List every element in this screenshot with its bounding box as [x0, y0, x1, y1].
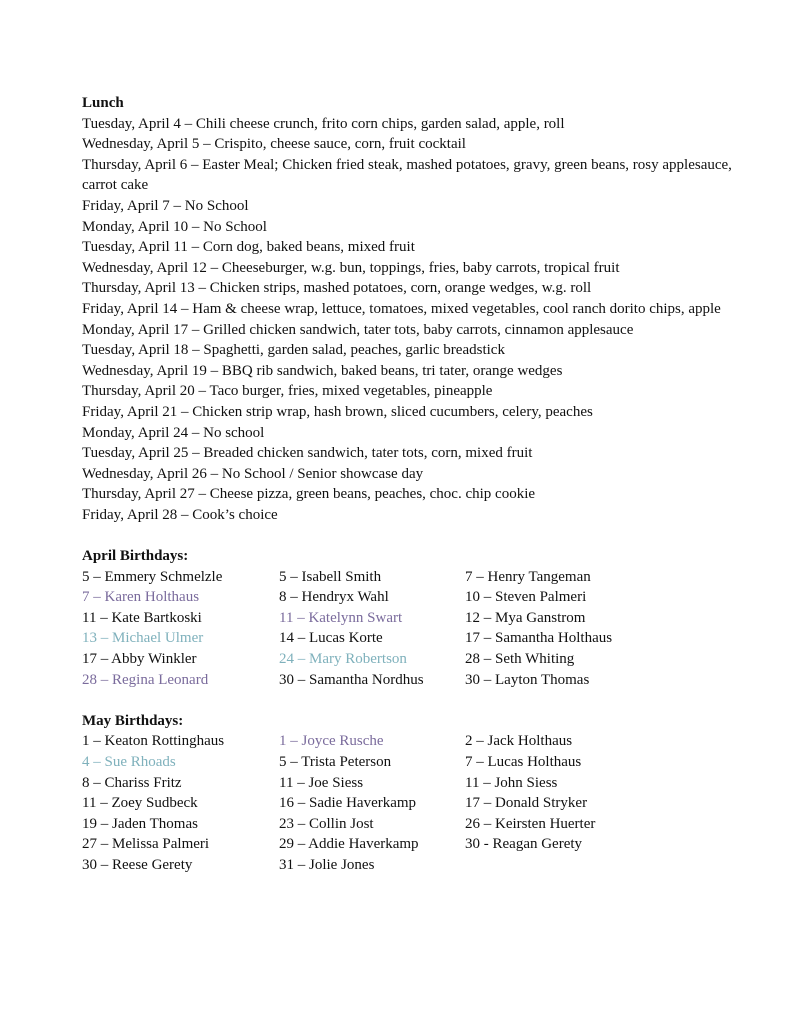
lunch-menu-item: Wednesday, April 12 – Cheeseburger, w.g. bun, toppings, fries, baby carrots, tropical fruit — [82, 259, 620, 276]
lunch-menu-item: Tuesday, April 4 – Chili cheese crunch, frito corn chips, garden salad, apple, roll — [82, 115, 565, 132]
may-birthdays-section — [82, 711, 762, 876]
lunch-menu-item: Monday, April 17 – Grilled chicken sandwich, tater tots, baby carrots, cinnamon applesauce — [82, 321, 634, 338]
lunch-section — [82, 93, 762, 525]
birthday-entry: 7 – Henry Tangeman — [465, 568, 591, 585]
birthday-entry: 10 – Steven Palmeri — [465, 589, 587, 606]
birthday-entry: 16 – Sadie Haverkamp — [279, 795, 417, 812]
birthday-entry: 11 – Zoey Sudbeck — [82, 795, 198, 812]
birthday-entry: 17 – Samantha Holthaus — [465, 630, 613, 647]
lunch-menu-item: Tuesday, April 11 – Corn dog, baked beans, mixed fruit — [82, 239, 415, 256]
birthday-entry: 30 – Samantha Nordhus — [279, 671, 424, 688]
birthday-entry: 24 – Mary Robertson — [279, 651, 407, 668]
lunch-menu-item: Monday, April 10 – No School — [82, 218, 267, 235]
birthday-entry: 30 – Reese Gerety — [82, 856, 193, 873]
april-birthdays-section — [82, 546, 762, 690]
lunch-menu-item: Friday, April 21 – Chicken strip wrap, hash brown, sliced cucumbers, celery, peaches — [82, 403, 593, 420]
birthday-entry: 23 – Collin Jost — [279, 815, 374, 832]
birthday-entry: 5 – Emmery Schmelzle — [82, 568, 223, 585]
birthday-entry: 7 – Lucas Holthaus — [465, 754, 582, 770]
birthday-entry: 11 – Kate Bartkoski — [82, 609, 202, 626]
document — [82, 93, 762, 876]
lunch-menu-item: Wednesday, April 5 – Crispito, cheese sauce, corn, fruit cocktail — [82, 136, 466, 153]
april-birthdays-heading: April Birthdays: — [82, 548, 189, 565]
birthday-entry: 27 – Melissa Palmeri — [82, 836, 210, 853]
birthday-entry: 17 – Donald Stryker — [465, 795, 588, 812]
birthday-entry: 5 – Isabell Smith — [279, 568, 382, 585]
may-birthdays-heading: May Birthdays: — [82, 712, 184, 729]
birthday-entry: 7 – Karen Holthaus — [82, 589, 200, 606]
birthday-entry: 31 – Jolie Jones — [279, 856, 375, 873]
birthday-entry: 4 – Sue Rhoads — [82, 754, 176, 770]
april-birthdays-grid — [82, 567, 762, 691]
lunch-menu-item: Friday, April 28 – Cook’s choice — [82, 506, 278, 523]
birthday-entry: 8 – Hendryx Wahl — [279, 589, 389, 606]
birthday-entry: 26 – Keirsten Huerter — [465, 815, 596, 832]
birthday-entry: 8 – Chariss Fritz — [82, 774, 182, 791]
may-birthdays-grid — [82, 731, 762, 875]
lunch-menu-item: Thursday, April 27 – Cheese pizza, green beans, peaches, choc. chip cookie — [82, 486, 536, 503]
birthday-entry: 5 – Trista Peterson — [279, 754, 392, 770]
lunch-menu-item: Friday, April 7 – No School — [82, 197, 249, 214]
birthday-entry: 30 – Layton Thomas — [465, 671, 590, 688]
lunch-menu-item: Thursday, April 20 – Taco burger, fries, mixed vegetables, pineapple — [82, 383, 493, 400]
lunch-menu-item: Tuesday, April 25 – Breaded chicken sandwich, tater tots, corn, mixed fruit — [82, 445, 533, 462]
birthday-entry: 11 – Joe Siess — [279, 774, 364, 791]
birthday-entry: 1 – Keaton Rottinghaus — [82, 733, 225, 750]
lunch-menu-item: Friday, April 14 – Ham & cheese wrap, lettuce, tomatoes, mixed vegetables, cool ranch dorito chips, apple — [82, 300, 721, 317]
birthday-entry: 14 – Lucas Korte — [279, 630, 383, 647]
birthday-entry: 2 – Jack Holthaus — [465, 733, 573, 750]
birthday-entry: 30 - Reagan Gerety — [465, 836, 583, 853]
birthday-entry: 1 – Joyce Rusche — [279, 733, 384, 750]
birthday-entry: 17 – Abby Winkler — [82, 651, 197, 668]
birthday-entry: 11 – Katelynn Swart — [279, 609, 403, 626]
birthday-entry: 11 – John Siess — [465, 774, 558, 791]
lunch-menu-item: Thursday, April 6 – Easter Meal; Chicken fried steak, mashed potatoes, gravy, green beans, rosy applesauce, carrot cake — [82, 156, 732, 194]
lunch-menu-item: Tuesday, April 18 – Spaghetti, garden salad, peaches, garlic breadstick — [82, 342, 505, 359]
lunch-menu-item: Thursday, April 13 – Chicken strips, mashed potatoes, corn, orange wedges, w.g. roll — [82, 280, 592, 297]
birthday-entry: 28 – Seth Whiting — [465, 651, 575, 668]
lunch-menu-item: Wednesday, April 19 – BBQ rib sandwich, baked beans, tri tater, orange wedges — [82, 362, 563, 379]
lunch-heading: Lunch — [82, 95, 124, 111]
lunch-menu-item: Monday, April 24 – No school — [82, 424, 265, 441]
birthday-entry: 12 – Mya Ganstrom — [465, 609, 586, 626]
lunch-menu-item: Wednesday, April 26 – No School / Senior showcase day — [82, 465, 424, 482]
birthday-entry: 19 – Jaden Thomas — [82, 815, 198, 832]
birthday-entry: 29 – Addie Haverkamp — [279, 836, 419, 853]
birthday-entry: 13 – Michael Ulmer — [82, 630, 204, 647]
lunch-menu-list — [82, 114, 762, 526]
birthday-entry: 28 – Regina Leonard — [82, 671, 209, 688]
